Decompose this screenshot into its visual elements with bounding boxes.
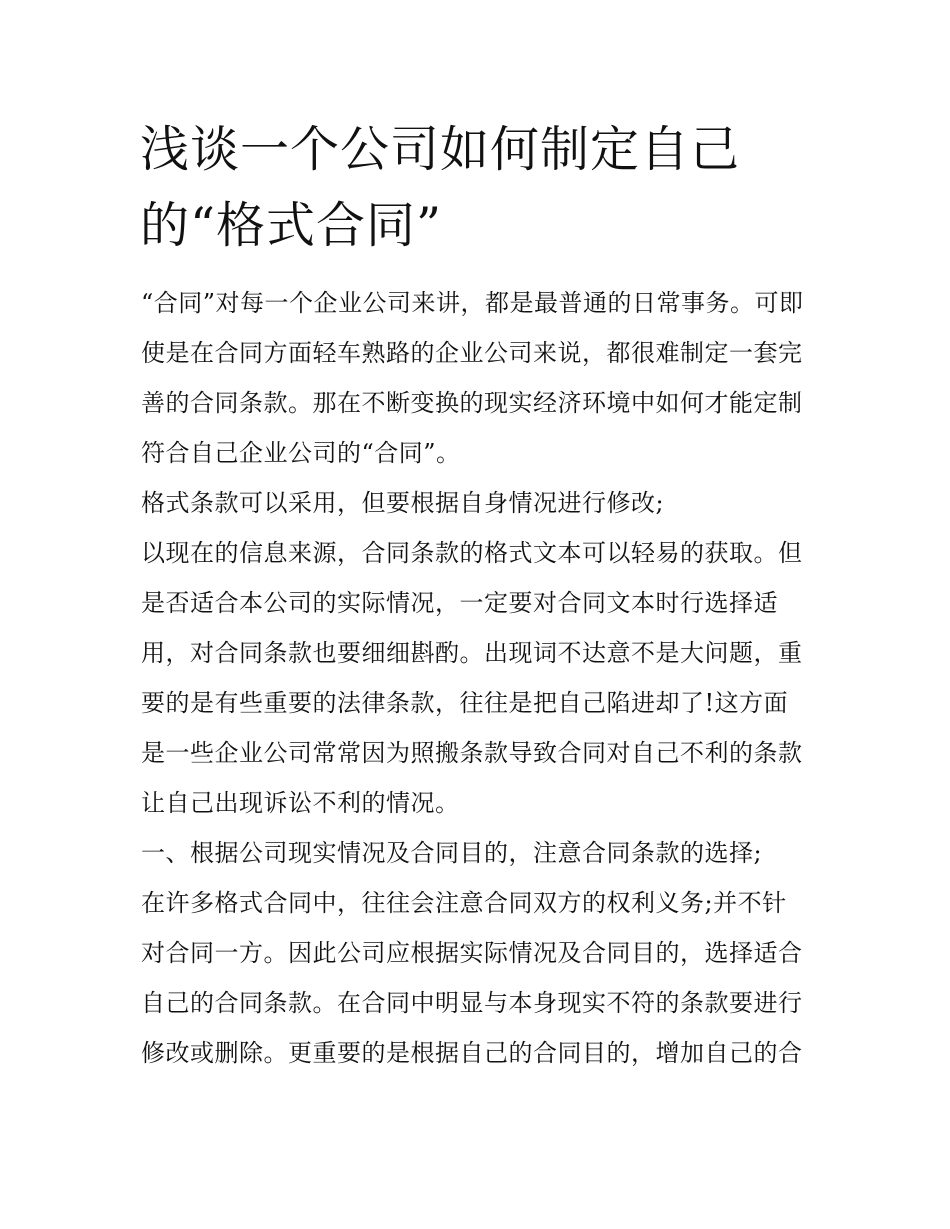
- document-body: [141, 278, 821, 1078]
- paragraph-intro-line-1: “合同”对每一个企业公司来讲，都是最普通的日常事务。可即: [141, 289, 804, 317]
- paragraph-format-line-4: 要的是有些重要的法律条款，往往是把自己陷进却了!这方面: [141, 689, 789, 717]
- paragraph-section-one-line-1: 在许多格式合同中，往往会注意合同双方的权利义务;并不针: [141, 889, 787, 917]
- paragraph-section-one-line-4: 修改或删除。更重要的是根据自己的合同目的，增加自己的合: [141, 1039, 803, 1067]
- title-line-1: 浅谈一个公司如何制定自己: [140, 121, 741, 178]
- paragraph-intro-line-2: 使是在合同方面轻车熟路的企业公司来说，都很难制定一套完: [141, 339, 803, 367]
- paragraph-format-line-1: 以现在的信息来源，合同条款的格式文本可以轻易的获取。但: [141, 539, 803, 567]
- paragraph-format-line-6: 让自己出现诉讼不利的情况。: [141, 789, 460, 817]
- title-line-2: 的“格式合同”: [140, 197, 443, 254]
- paragraph-section-one-line-3: 自己的合同条款。在合同中明显与本身现实不符的条款要进行: [141, 989, 803, 1017]
- paragraph-format-line-3: 用，对合同条款也要细细斟酌。出现词不达意不是大问题，重: [141, 639, 803, 667]
- paragraph-intro-line-4: 符合自己企业公司的“合同”。: [141, 439, 461, 467]
- paragraph-intro-line-3: 善的合同条款。那在不断变换的现实经济环境中如何才能定制: [141, 389, 803, 417]
- document-title: [140, 112, 820, 264]
- section-heading-format-clauses: 格式条款可以采用，但要根据自身情况进行修改;: [141, 489, 665, 517]
- paragraph-format-line-2: 是否适合本公司的实际情况，一定要对合同文本时行选择适: [141, 589, 778, 617]
- section-heading-one: 一、根据公司现实情况及合同目的，注意合同条款的选择;: [141, 839, 763, 867]
- paragraph-section-one-line-2: 对合同一方。因此公司应根据实际情况及合同目的，选择适合: [141, 939, 803, 967]
- paragraph-format-line-5: 是一些企业公司常常因为照搬条款导致合同对自己不利的条款: [141, 739, 803, 767]
